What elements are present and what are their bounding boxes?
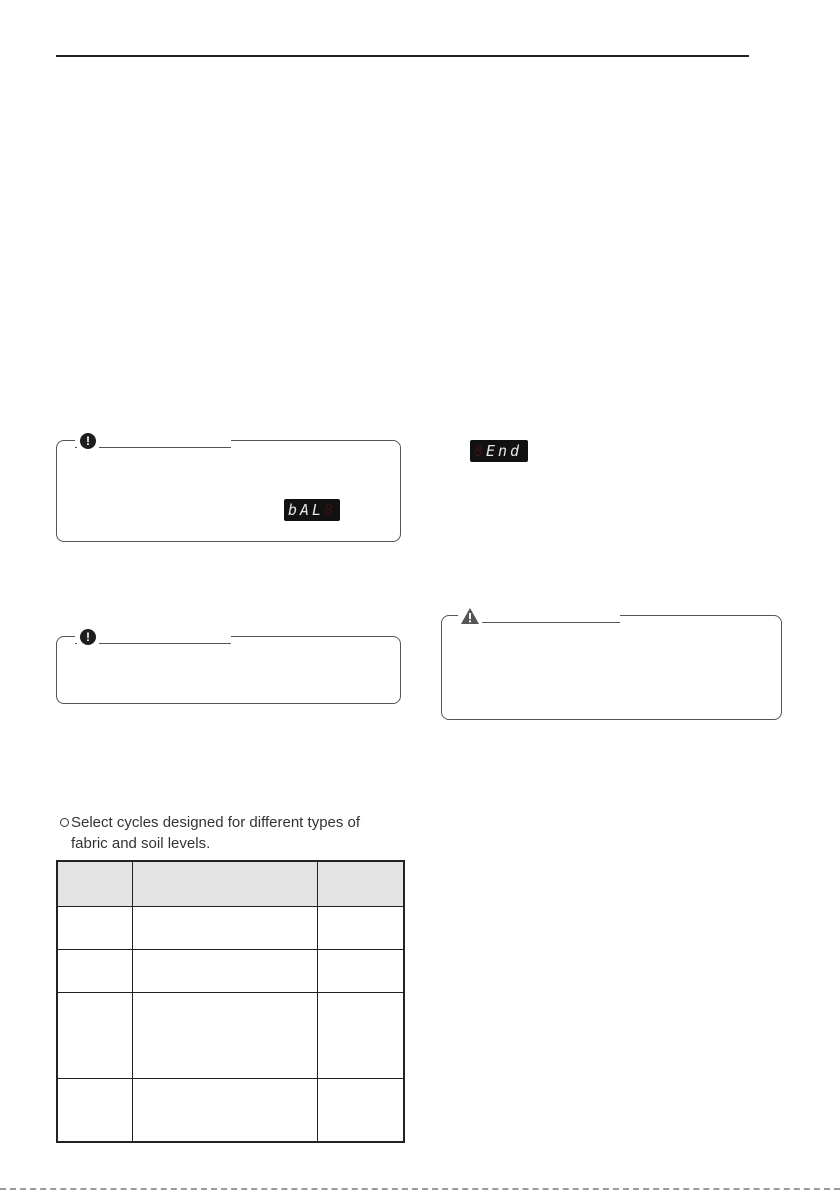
footer-rule: [0, 1188, 840, 1190]
table-header-cell: [132, 861, 317, 907]
exclamation-icon: !: [77, 626, 99, 648]
header-rule: [56, 55, 749, 57]
bullet-marker-icon: [60, 818, 69, 827]
balance-error-display: [284, 499, 340, 521]
display-char: L: [311, 501, 322, 519]
display-char: n: [497, 442, 508, 460]
table-header-cell: [317, 861, 404, 907]
display-char: b: [287, 501, 298, 519]
table-cell: [132, 993, 317, 1079]
display-char: d: [509, 442, 520, 460]
note-box-secondary: [56, 630, 401, 704]
table-cell: [57, 950, 132, 993]
table-cell: [57, 907, 132, 950]
caution-box: [441, 615, 782, 720]
intro-bullet-line-2: fabric and soil levels.: [71, 835, 211, 852]
warning-triangle-icon: [458, 605, 482, 627]
table-header-cell: [57, 861, 132, 907]
table-cell: [317, 1079, 404, 1143]
caution-box-tab: [460, 608, 620, 623]
intro-bullet-line-1: Select cycles designed for different types of: [71, 814, 361, 831]
display-char-dim: 8: [473, 442, 484, 460]
table-cell: [317, 950, 404, 993]
table-header-row: [57, 861, 404, 907]
table-cell: [57, 993, 132, 1079]
table-row: [57, 950, 404, 993]
end-display: [470, 440, 528, 462]
note-box-balance: [56, 434, 401, 542]
display-char-dim: 8: [323, 501, 334, 519]
display-char: A: [299, 501, 310, 519]
table-cell: [317, 907, 404, 950]
table-row: [57, 907, 404, 950]
table-row: [57, 1079, 404, 1143]
table-row: [57, 993, 404, 1079]
exclamation-icon: !: [77, 430, 99, 452]
table-cell: [317, 993, 404, 1079]
display-char: E: [485, 442, 496, 460]
table-cell: [57, 1079, 132, 1143]
cycle-table: [56, 860, 405, 1143]
table-cell: [132, 907, 317, 950]
table-cell: [132, 1079, 317, 1143]
table-cell: [132, 950, 317, 993]
